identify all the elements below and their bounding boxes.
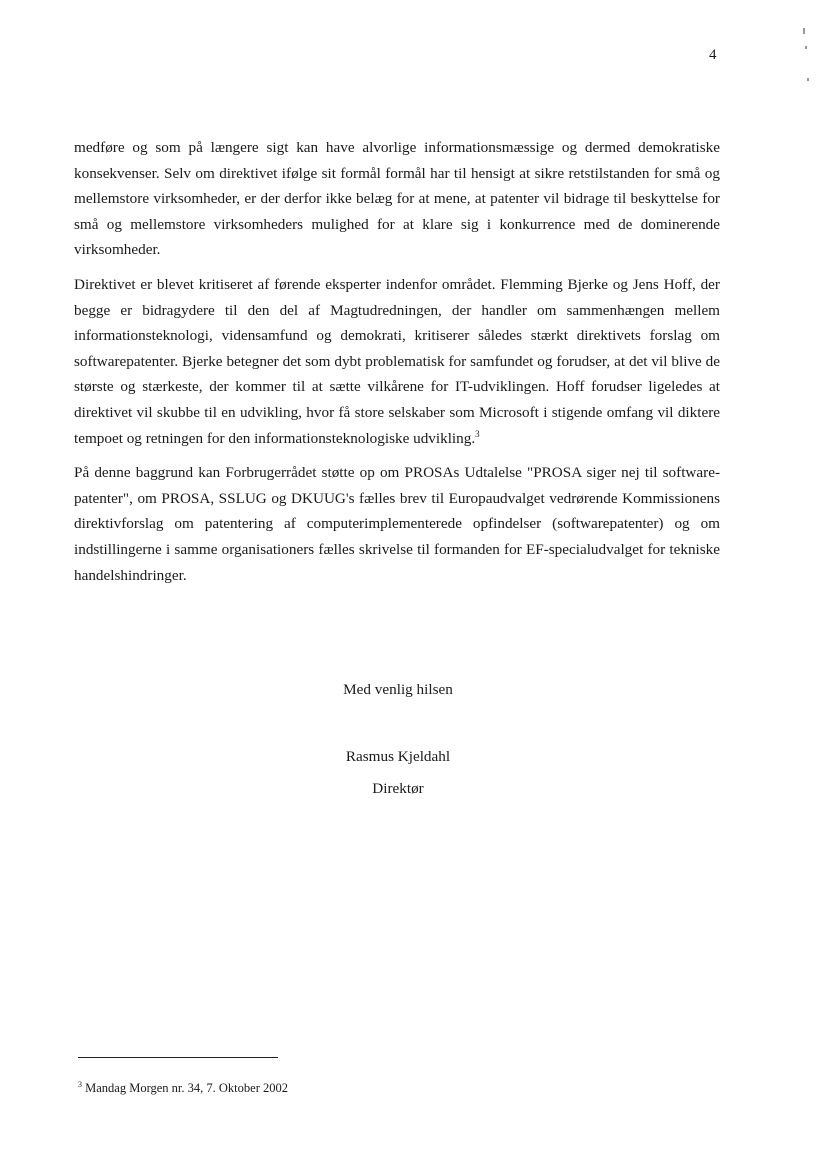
letter-body [74,135,720,597]
closing-salutation: Med venlig hilsen [343,681,453,698]
footnote-reference: 3 [475,428,480,439]
scan-artifact [803,28,805,34]
footnote-number: 3 [78,1079,82,1089]
signer-title: Direktør [372,780,424,797]
footnote [78,1081,288,1096]
paragraph-1 [74,135,720,263]
paragraph-2 [74,272,720,451]
scan-artifact [807,78,809,81]
paragraph-1-text: medføre og som på længere sigt kan have alvorlige informationsmæssige og dermed demokratiske konsekvenser. Selv om direktivet ifølge sit formål formål har til hensigt at sikre retstilstanden for små og mellemstore virksomheder, er der derfor ikke belæg for at mene, at patenter vil bidrage til beskyttelse for små og mellemstore virksomheders mulighed for at klare sig i konkurrence med de dominerende virksomheder. [74,139,720,259]
paragraph-3-text: På denne baggrund kan Forbrugerrådet støtte op om PROSAs Udtalelse "PROSA siger nej til software-patenter", om PROSA, SSLUG og DKUUG's fælles brev til Europaudvalget vedrørende Kommissionens direktivforslag om patentering af computerimplementerede opfindelser (softwarepatenter) og om indstillingerne i samme organisationers fælles skrivelse til formanden for EF-specialudvalget for tekniske handelshindringer. [74,464,720,584]
paragraph-2-text: Direktivet er blevet kritiseret af førende eksperter indenfor området. Flemming Bjerke og Jens Hoff, der begge er bidragydere til den del af Magtudredningen, der handler om sammenhængen mellem informationsteknologi, vidensamfund og demokrati, kritiserer således stærkt direktivets forslag om softwarepatenter. Bjerke betegner det som dybt problematisk for samfundet og forudser, at det vil blive de største og stærkeste, der kommer til at sætte vilkårene for IT-udviklingen. Hoff forudser ligeledes at direktivet vil skubbe til en udvikling, hvor få store selskaber som Microsoft i stigende omfang vil diktere tempoet og retningen for den informationsteknologiske udvikling. [74,275,720,447]
footnote-separator [78,1057,278,1058]
scan-artifact [805,46,807,49]
footnote-text: Mandag Morgen nr. 34, 7. Oktober 2002 [85,1081,288,1095]
paragraph-3 [74,460,720,588]
page-number: 4 [709,47,717,63]
signer-name: Rasmus Kjeldahl [345,748,451,765]
